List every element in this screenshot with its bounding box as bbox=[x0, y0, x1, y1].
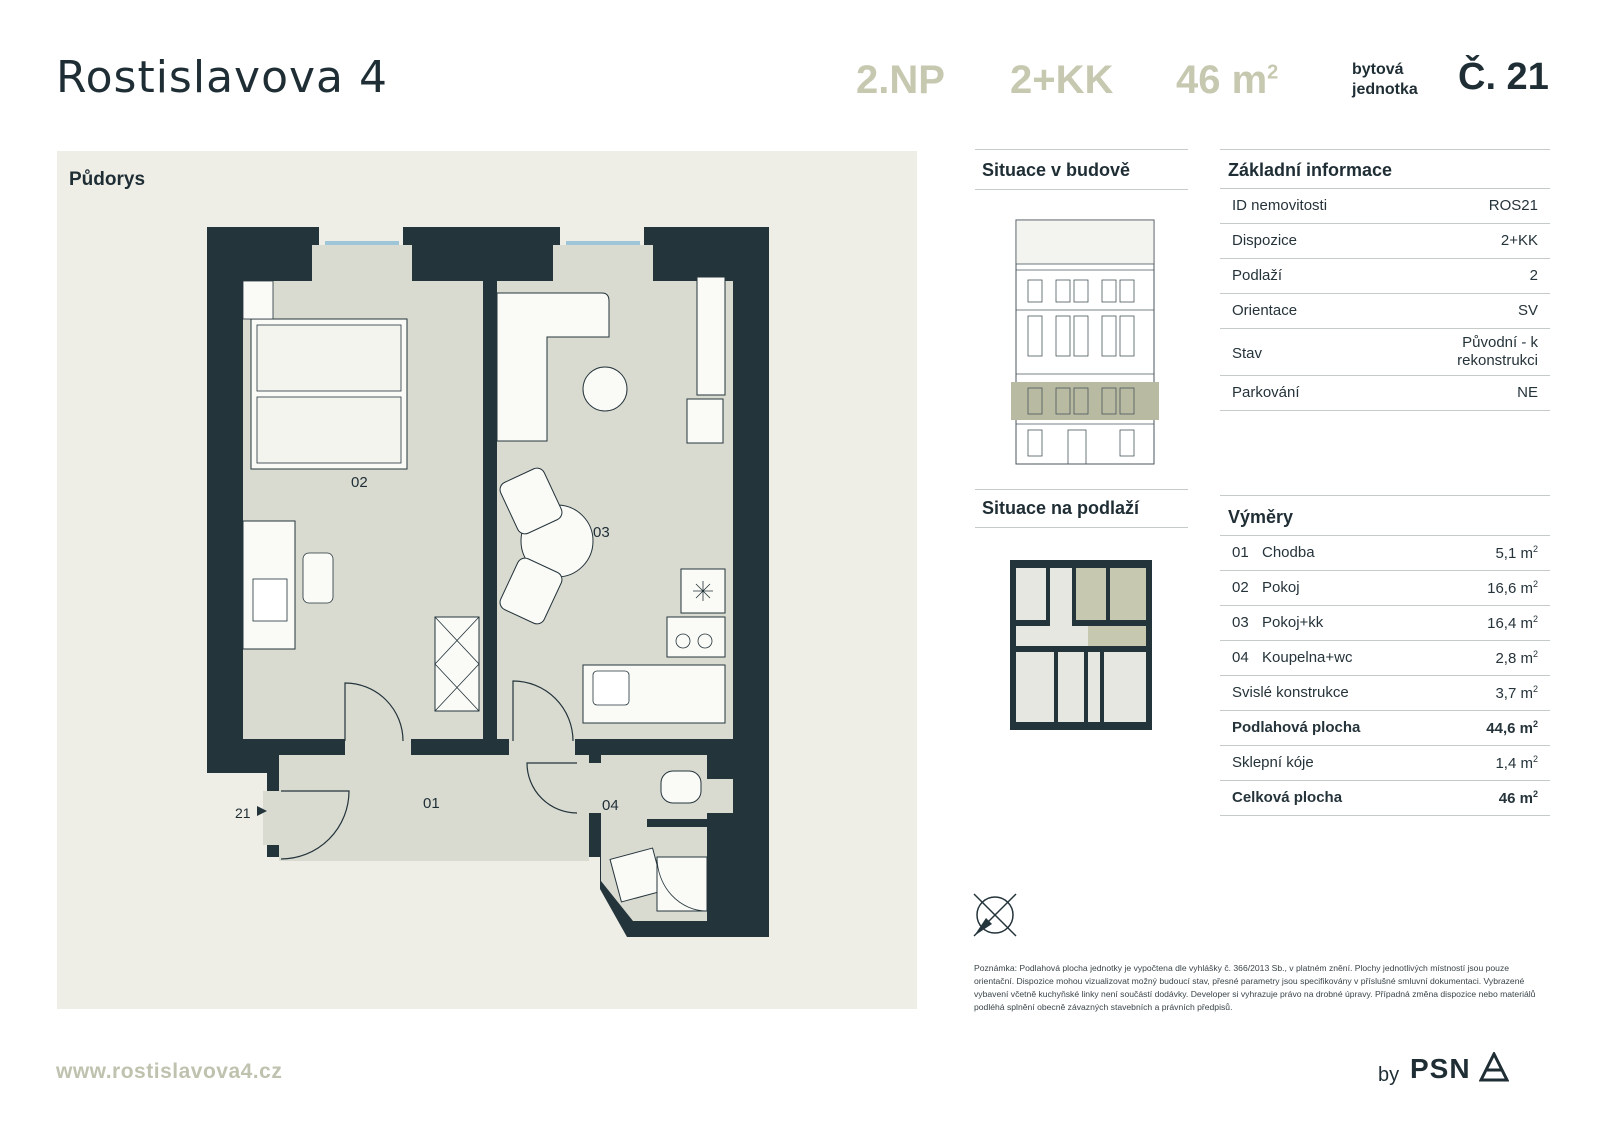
info-value: 2+KK bbox=[1500, 232, 1538, 249]
area-value-text: 46 m bbox=[1498, 790, 1533, 807]
info-label: Podlaží bbox=[1232, 267, 1283, 284]
area-name: Pokoj bbox=[1262, 579, 1300, 596]
basic-info-title: Základní informace bbox=[1228, 160, 1393, 180]
psn-logo bbox=[1410, 1052, 1509, 1085]
area-value-text: 2,8 m bbox=[1495, 650, 1533, 667]
rule-building-top bbox=[975, 149, 1188, 150]
rule-floor-bottom bbox=[975, 527, 1188, 528]
laptop bbox=[253, 579, 287, 621]
entry-door bbox=[263, 791, 281, 845]
info-row bbox=[1220, 259, 1550, 294]
brand-title: Rostislavova 4 bbox=[56, 52, 388, 103]
entry-number: 21 bbox=[235, 805, 251, 821]
info-row bbox=[1220, 189, 1550, 224]
rule-floor-top bbox=[975, 489, 1188, 490]
info-value-line1: Původní - k bbox=[1462, 334, 1538, 351]
area-unit-sup: 2 bbox=[1532, 719, 1538, 729]
area-stat-value: 46 m bbox=[1176, 58, 1268, 102]
area-unit-sup: 2 bbox=[1532, 614, 1538, 624]
door-04 bbox=[589, 763, 603, 813]
area-value bbox=[1495, 649, 1538, 667]
by-text: by bbox=[1378, 1064, 1400, 1086]
info-row bbox=[1220, 224, 1550, 259]
cooktop bbox=[667, 617, 725, 657]
floor-stat: 2.NP bbox=[856, 58, 945, 102]
rule-building-bottom bbox=[975, 189, 1188, 190]
area-unit-sup: 2 bbox=[1532, 649, 1538, 659]
areas-table bbox=[1220, 535, 1550, 816]
psn-logo-text: PSN bbox=[1410, 1053, 1471, 1084]
area-value bbox=[1495, 684, 1538, 702]
area-row bbox=[1220, 571, 1550, 606]
area-num: 03 bbox=[1232, 614, 1249, 631]
area-row bbox=[1220, 536, 1550, 571]
area-row-total bbox=[1220, 781, 1550, 816]
info-row bbox=[1220, 376, 1550, 411]
room-label-04: 04 bbox=[602, 797, 619, 814]
area-name: Podlahová plocha bbox=[1232, 719, 1361, 736]
room-label-02: 02 bbox=[351, 474, 368, 491]
area-unit-sup: 2 bbox=[1532, 754, 1538, 764]
area-name: Pokoj+kk bbox=[1262, 614, 1324, 631]
area-name: Celková plocha bbox=[1232, 789, 1343, 806]
toilet bbox=[661, 771, 701, 803]
area-num: 04 bbox=[1232, 649, 1249, 666]
area-unit-sup: 2 bbox=[1532, 544, 1538, 554]
info-label: Orientace bbox=[1232, 302, 1298, 319]
info-row bbox=[1220, 294, 1550, 329]
area-value bbox=[1495, 544, 1538, 562]
info-value: ROS21 bbox=[1488, 197, 1538, 214]
bath-partition bbox=[647, 819, 707, 827]
unit-number: Č. 21 bbox=[1458, 56, 1549, 98]
unit-label-line2: jednotka bbox=[1352, 81, 1418, 98]
nightstand bbox=[243, 281, 273, 319]
building-facade-diagram bbox=[1008, 206, 1168, 468]
unit-label-line1: bytová bbox=[1352, 61, 1404, 78]
unit-label bbox=[1352, 60, 1432, 100]
area-row-total-floor bbox=[1220, 711, 1550, 746]
situation-floor-title: Situace na podlaží bbox=[982, 498, 1140, 518]
room-label-03: 03 bbox=[593, 524, 610, 541]
area-value-text: 3,7 m bbox=[1495, 685, 1533, 702]
info-value-line2: rekonstrukci bbox=[1457, 352, 1538, 369]
floor-situation-diagram bbox=[1008, 556, 1154, 734]
floor-plan-panel bbox=[57, 151, 917, 1009]
area-value bbox=[1499, 789, 1538, 807]
area-stat-sup: 2 bbox=[1267, 61, 1279, 84]
area-value-text: 44,6 m bbox=[1486, 720, 1533, 737]
basic-info-table bbox=[1220, 188, 1550, 411]
area-num: 01 bbox=[1232, 544, 1249, 561]
area-row bbox=[1220, 676, 1550, 711]
website-link[interactable]: www.rostislavova4.cz bbox=[56, 1060, 283, 1083]
desk-chair bbox=[303, 553, 333, 603]
area-name: Chodba bbox=[1262, 544, 1315, 561]
shower bbox=[657, 857, 707, 911]
info-label: Stav bbox=[1232, 345, 1263, 362]
area-row bbox=[1220, 746, 1550, 781]
wardrobe bbox=[435, 617, 479, 711]
area-name: Koupelna+wc bbox=[1262, 649, 1353, 666]
tv-unit bbox=[697, 277, 725, 395]
area-name: Sklepní kóje bbox=[1232, 754, 1314, 771]
area-unit-sup: 2 bbox=[1532, 684, 1538, 694]
north-arrow-icon bbox=[970, 890, 1020, 940]
layout-stat: 2+KK bbox=[1010, 58, 1114, 102]
area-value bbox=[1487, 614, 1538, 632]
psn-logo-mark-icon bbox=[1479, 1052, 1509, 1082]
area-unit-sup: 2 bbox=[1532, 579, 1538, 589]
area-unit-sup: 2 bbox=[1532, 789, 1538, 799]
info-label: Dispozice bbox=[1232, 232, 1298, 249]
area-value-text: 16,6 m bbox=[1487, 580, 1533, 597]
window-niche-left bbox=[312, 245, 412, 285]
areas-title: Výměry bbox=[1228, 507, 1294, 527]
coffee-table bbox=[583, 367, 627, 411]
area-num: 02 bbox=[1232, 579, 1249, 596]
area-value bbox=[1486, 719, 1538, 737]
fridge-mark bbox=[693, 581, 713, 601]
door-03 bbox=[509, 735, 575, 757]
kitchen-sink bbox=[593, 671, 629, 705]
info-value: SV bbox=[1517, 302, 1538, 319]
window-niche-right bbox=[553, 245, 653, 285]
floor-plan-drawing bbox=[57, 151, 917, 1009]
area-row bbox=[1220, 641, 1550, 676]
situation-building-title: Situace v budově bbox=[982, 160, 1131, 180]
area-value-text: 16,4 m bbox=[1487, 615, 1533, 632]
window-glass-right bbox=[566, 241, 640, 245]
wc-niche bbox=[707, 779, 733, 813]
info-label: Parkování bbox=[1232, 384, 1300, 401]
area-value-text: 5,1 m bbox=[1495, 545, 1533, 562]
info-label: ID nemovitosti bbox=[1232, 197, 1328, 214]
rule-areas-top bbox=[1220, 495, 1550, 496]
rule-info-top bbox=[1220, 149, 1550, 150]
facade-roof bbox=[1016, 220, 1154, 264]
window-glass-left bbox=[325, 241, 399, 245]
room-label-01: 01 bbox=[423, 795, 440, 812]
area-name: Svislé konstrukce bbox=[1232, 684, 1349, 701]
plan-title: Půdorys bbox=[69, 169, 146, 190]
info-value: NE bbox=[1517, 384, 1538, 401]
disclaimer-note: Poznámka: Podlahová plocha jednotky je vypočtena dle vyhlášky č. 366/2013 Sb., v platném znění. Plochy jednotlivých místností jsou pouze orientační. Dispozice mohou vizualizovat možný budoucí stav, přesné parametry jsou specifikovány v příslušné smluvní dokumentaci. Vybrazené vybavení včetně kuchyňské linky není součástí dodávky. Developer si vyhrazuje právo na drobné úpravy. Případná změna dispozice nebo materiálů podléhá splnění obecně závazných stavebních a právních předpisů. bbox=[974, 963, 1536, 1012]
door-02 bbox=[345, 735, 411, 757]
area-value bbox=[1495, 754, 1538, 772]
area-value bbox=[1487, 579, 1538, 597]
cabinet bbox=[687, 399, 723, 443]
area-row bbox=[1220, 606, 1550, 641]
info-row bbox=[1220, 329, 1550, 376]
area-value-text: 1,4 m bbox=[1495, 755, 1533, 772]
info-value: 2 bbox=[1529, 267, 1538, 284]
bed-mattress-2 bbox=[257, 397, 401, 463]
bed-mattress-1 bbox=[257, 325, 401, 391]
area-stat bbox=[1176, 58, 1278, 103]
info-value bbox=[1457, 334, 1538, 370]
